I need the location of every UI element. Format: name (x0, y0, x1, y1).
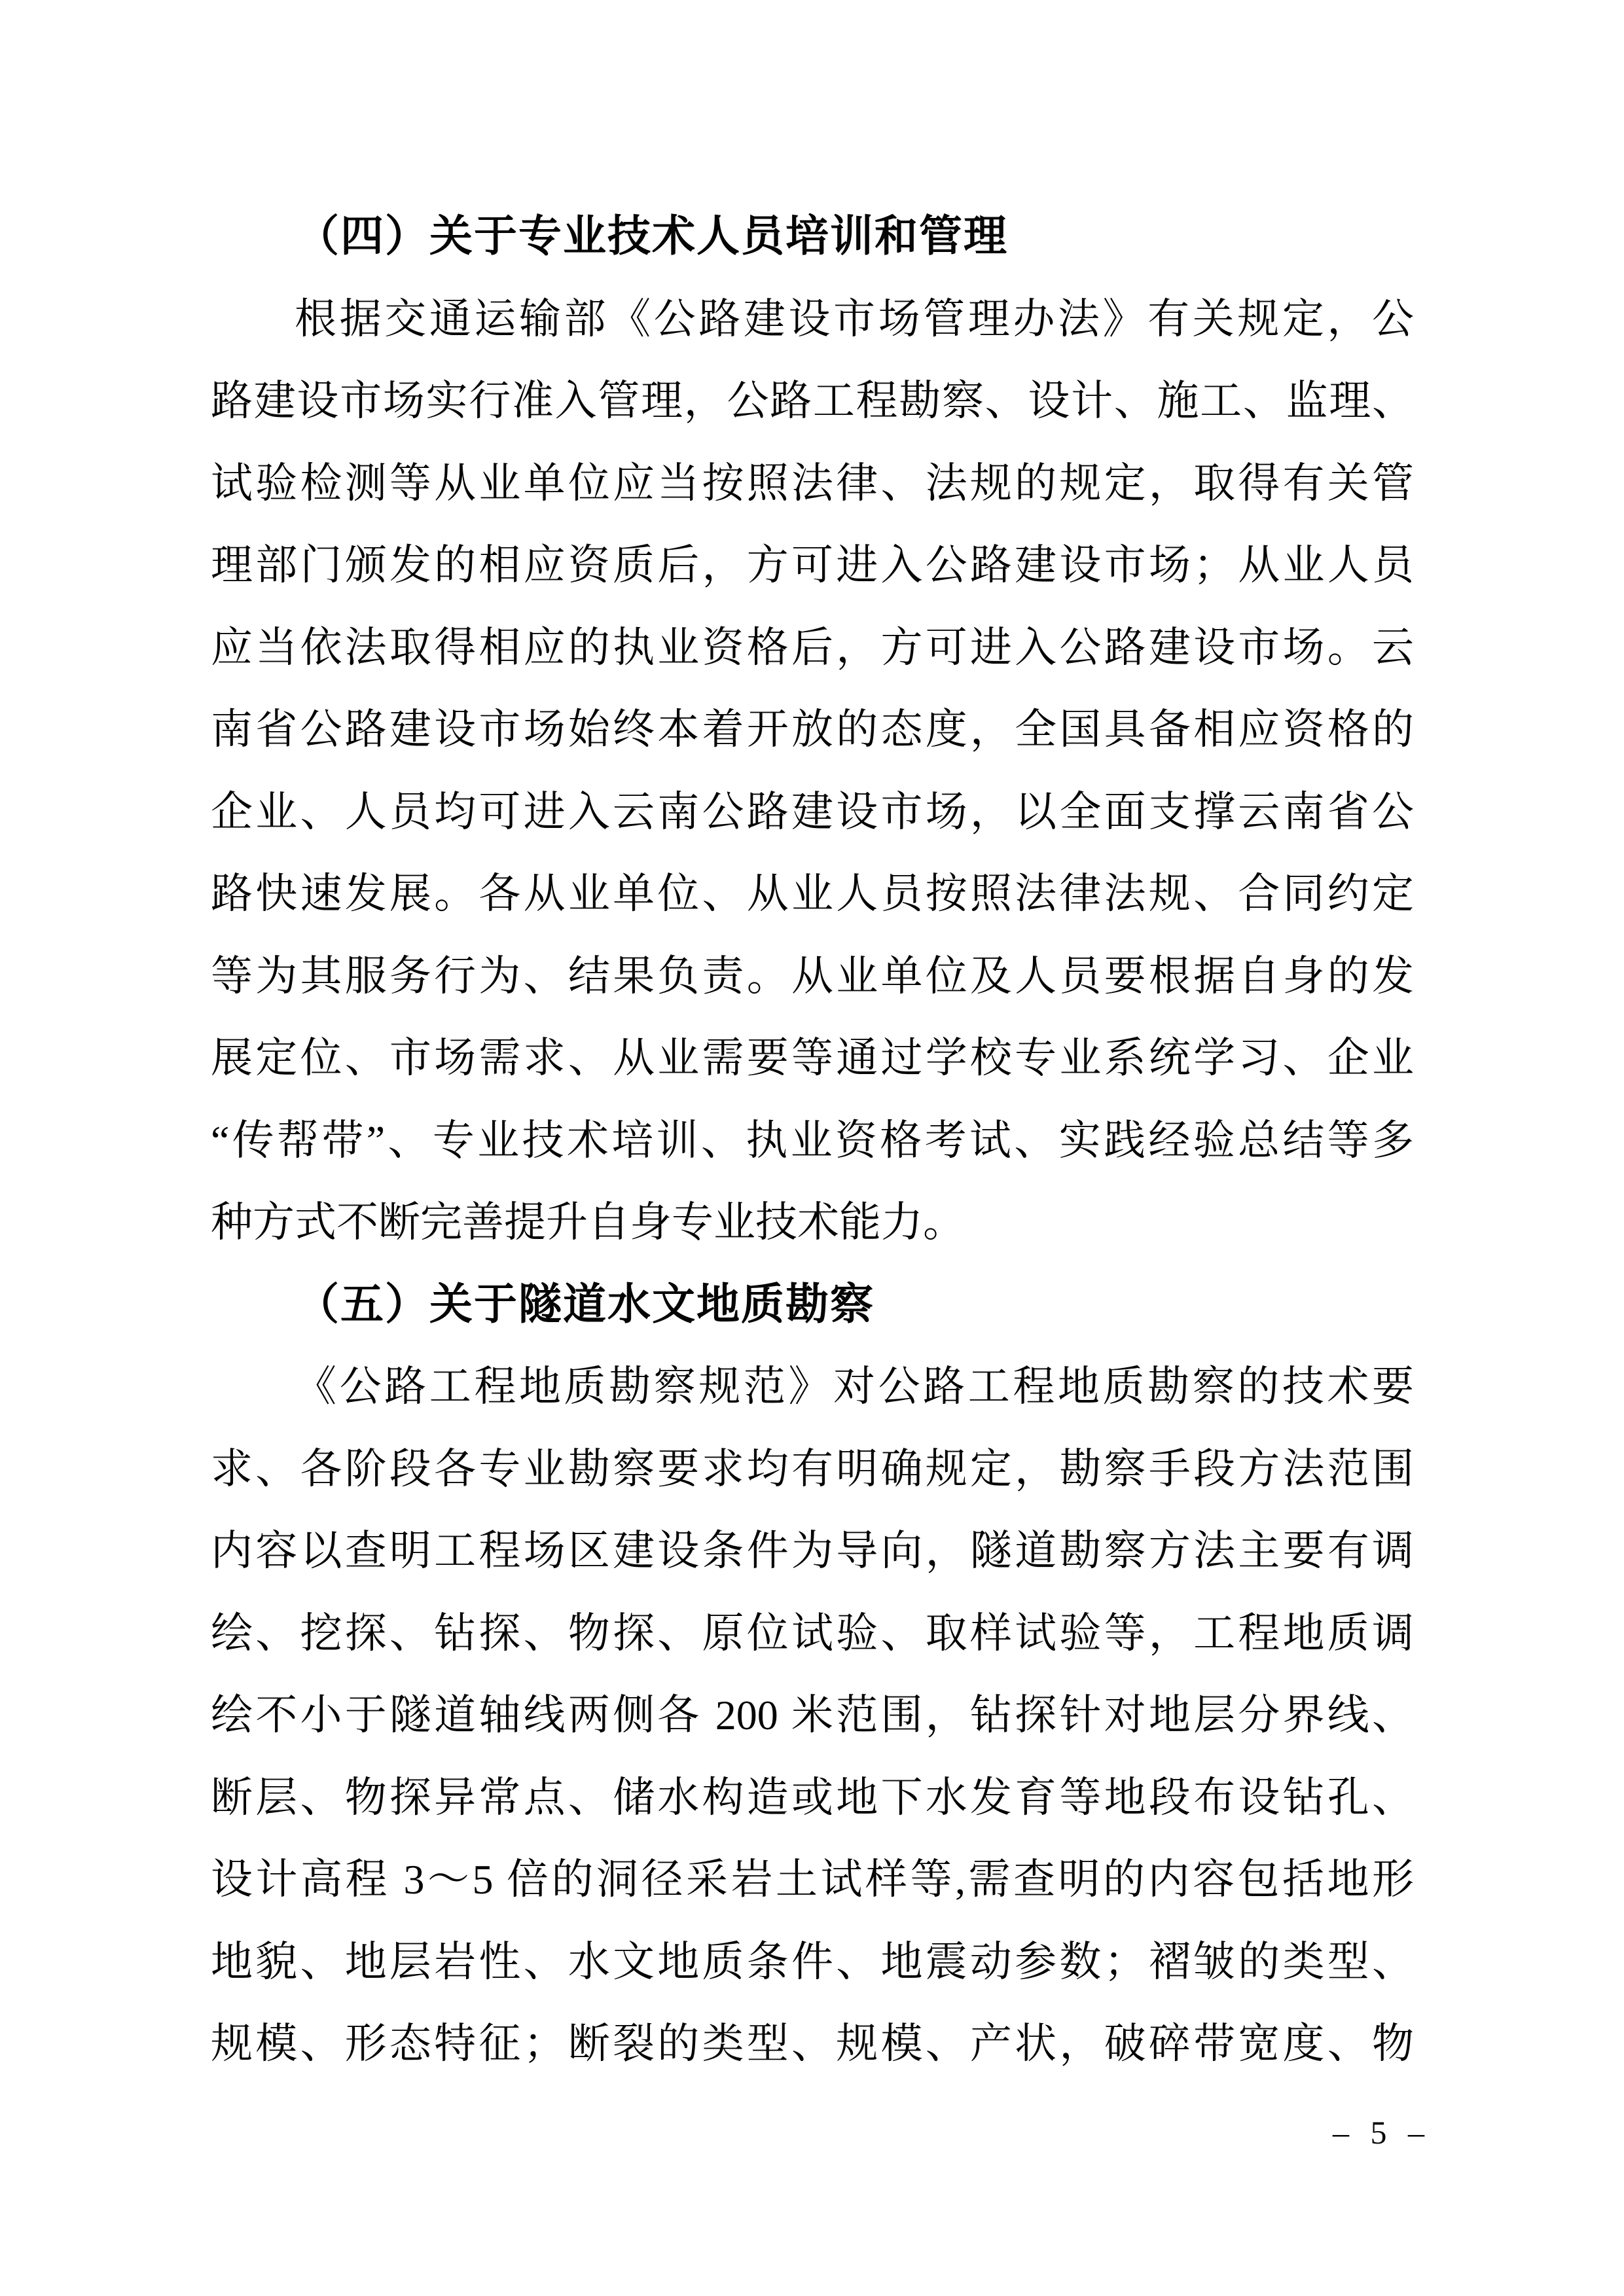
text-line: 地貌、地层岩性、水文地质条件、地震动参数；褶皱的类型、 (211, 1938, 1414, 1985)
text-line: 根据交通运输部《公路建设市场管理办法》有关规定，公 (295, 295, 1414, 342)
text-line: 断层、物探异常点、储水构造或地下水发育等地段布设钻孔、 (211, 1774, 1414, 1821)
text-line: 理部门颁发的相应资质后，方可进入公路建设市场；从业人员 (211, 542, 1414, 588)
text-line: 绘不小于隧道轴线两侧各 200 米范围，钻探针对地层分界线、 (211, 1692, 1414, 1738)
text-line: 规模、形态特征；断裂的类型、规模、产状，破碎带宽度、物 (211, 2020, 1414, 2067)
text-line: “传帮带”、专业技术培训、执业资格考试、实践经验总结等多 (211, 1117, 1414, 1164)
text-line: 绘、挖探、钻探、物探、原位试验、取样试验等，工程地质调 (211, 1609, 1414, 1657)
text-line: 试验检测等从业单位应当按照法律、法规的规定，取得有关管 (211, 459, 1414, 507)
text-line: 企业、人员均可进入云南公路建设市场，以全面支撑云南省公 (211, 788, 1414, 835)
text-line: 求、各阶段各专业勘察要求均有明确规定，勘察手段方法范围 (211, 1445, 1414, 1492)
text-line: 路快速发展。各从业单位、从业人员按照法律法规、合同约定 (211, 870, 1414, 917)
page-number: – 5 – (1333, 2114, 1427, 2151)
text-line: 设计高程 3～5 倍的洞径采岩土试样等,需查明的内容包括地形 (211, 1856, 1414, 1903)
section-5-heading: （五）关于隧道水文地质勘察 (296, 1280, 875, 1329)
text-line: 应当依法取得相应的执业资格后，方可进入公路建设市场。云 (211, 624, 1414, 671)
text-line: 路建设市场实行准入管理，公路工程勘察、设计、施工、监理、 (211, 378, 1414, 424)
text-line: 南省公路建设市场始终本着开放的态度，全国具备相应资格的 (211, 706, 1414, 753)
text-line: 《公路工程地质勘察规范》对公路工程地质勘察的技术要 (295, 1363, 1414, 1410)
text-line: 等为其服务行为、结果负责。从业单位及人员要根据自身的发 (211, 952, 1414, 999)
section-4-heading: （四）关于专业技术人员培训和管理 (296, 213, 1008, 260)
text-block (211, 196, 1414, 2085)
text-line: 展定位、市场需求、从业需要等通过学校专业系统学习、企业 (211, 1035, 1414, 1081)
text-line: 内容以查明工程场区建设条件为导向，隧道勘察方法主要有调 (211, 1528, 1414, 1574)
text-line: 种方式不断完善提升自身专业技术能力。 (211, 1199, 965, 1246)
